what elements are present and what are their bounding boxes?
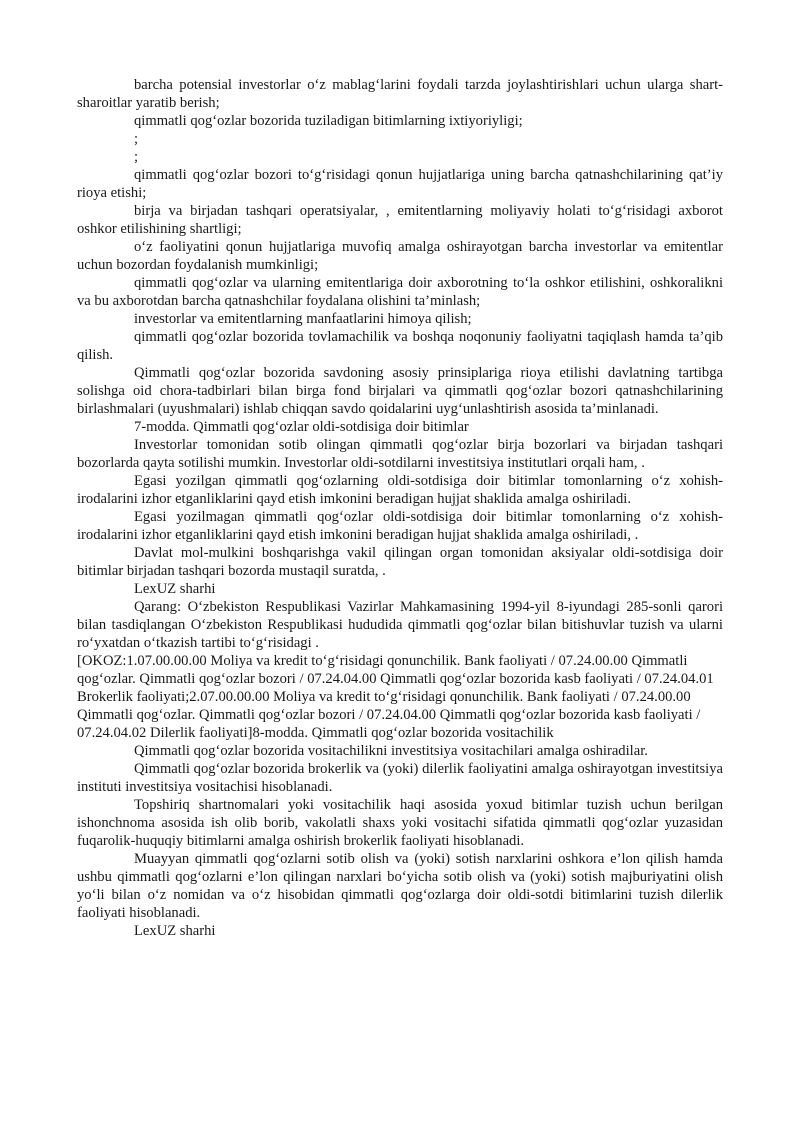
article-heading: 7-modda. Qimmatli qog‘ozlar oldi-sotdisiga doir bitimlar: [134, 419, 469, 435]
lexuz-commentary-label: LexUZ sharhi: [134, 581, 216, 597]
paragraph: birja va birjadan tashqari operatsiyalar, , emitentlarning moliyaviy holati to‘g‘risidagi axborot oshkor etilishining shartligi;: [77, 203, 723, 237]
paragraph: qimmatli qog‘ozlar va ularning emitentlariga doir axborotning to‘la oshkor etilishini, oshkoralikni va bu axborotdan barcha qatnashchilar foydalana olishini ta’minlash;: [77, 275, 723, 309]
lexuz-commentary-label: LexUZ sharhi: [134, 923, 216, 939]
document-page: [77, 76, 723, 940]
paragraph: Qimmatli qog‘ozlar bozorida savdoning asosiy prinsiplariga rioya etilishi davlatning tartibga solishga oid chora-tadbirlari bilan birga fond birjalari va qimmatli qog‘ozlar bozori qatnashchilarining birlashmalari (uyushmalari) ishlab chiqqan savdo qoidalarini uyg‘unlashtirish asosida ta’minlanadi.: [77, 365, 723, 417]
paragraph: Qarang: O‘zbekiston Respublikasi Vazirlar Mahkamasining 1994-yil 8-iyundagi 285-sonli qarori bilan tasdiqlangan O‘zbekiston Respublikasi hududida qimmatli qog‘ozlar bilan bitishuvlar tuzish va ularni ro‘yxatdan o‘tkazish tartibi to‘g‘risidagi .: [77, 599, 723, 651]
paragraph: Egasi yozilmagan qimmatli qog‘ozlar oldi-sotdisiga doir bitimlar tomonlarning o‘z xohish-irodalarini izhor etganliklarini qayd etish imkonini beradigan hujjat shaklida amalga oshiriladi, .: [77, 509, 723, 543]
paragraph: barcha potensial investorlar o‘z mablag‘larini foydali tarzda joylashtirishlari uchun ularga shart-sharoitlar yaratib berish;: [77, 77, 723, 111]
paragraph: Davlat mol-mulkini boshqarishga vakil qilingan organ tomonidan aksiyalar oldi-sotdisiga doir bitimlar birjadan tashqari bozorda mustaqil suratda, .: [77, 545, 723, 579]
paragraph: investorlar va emitentlarning manfaatlarini himoya qilish;: [134, 311, 472, 327]
paragraph: Qimmatli qog‘ozlar bozorida vositachilikni investitsiya vositachilari amalga oshiradilar.: [134, 743, 648, 759]
paragraph: Muayyan qimmatli qog‘ozlarni sotib olish va (yoki) sotish narxlarini oshkora e’lon qilish hamda ushbu qimmatli qog‘ozlarni e’lon qilingan narxlari bo‘yicha sotib olish va (yoki) sotish majburiyatini olish yo‘li bilan o‘z nomidan va o‘z hisobidan qimmatli qog‘ozlarga doir oldi-sotdi bitimlarini tuzish dilerlik faoliyati hisoblanadi.: [77, 851, 723, 921]
paragraph: Qimmatli qog‘ozlar bozorida brokerlik va (yoki) dilerlik faoliyatini amalga oshirayotgan investitsiya instituti investitsiya vositachisi hisoblanadi.: [77, 761, 723, 795]
paragraph: ;: [134, 149, 139, 165]
paragraph: qimmatli qog‘ozlar bozorida tovlamachilik va boshqa noqonuniy faoliyatni taqiqlash hamda ta’qib qilish.: [77, 329, 723, 363]
paragraph: Topshiriq shartnomalari yoki vositachilik haqi asosida yoxud bitimlar tuzish uchun berilgan ishonchnoma asosida ish olib borib, vakolatli shaxs yoki vositachi sifatida qimmatli qog‘ozlar yuzasidan fuqarolik-huquqiy bitimlarni amalga oshirish brokerlik faoliyati hisoblanadi.: [77, 797, 723, 849]
paragraph: qimmatli qog‘ozlar bozorida tuziladigan bitimlarning ixtiyoriyligi;: [134, 113, 523, 129]
paragraph: Egasi yozilgan qimmatli qog‘ozlarning oldi-sotdisiga doir bitimlar tomonlarning o‘z xohish-irodalarini izhor etganliklarini qayd etish imkonini beradigan hujjat shaklida amalga oshiriladi.: [77, 473, 723, 507]
paragraph: Investorlar tomonidan sotib olingan qimmatli qog‘ozlar birja bozorlari va birjadan tashqari bozorlarda qayta sotilishi mumkin. Investorlar oldi-sotdilarni investitsiya institutlari orqali ham, .: [77, 437, 723, 471]
paragraph: ;: [134, 131, 139, 147]
classification-note: [OKOZ:1.07.00.00.00 Moliya va kredit to‘g‘risidagi qonunchilik. Bank faoliyati / 07.24.00.00 Qimmatli qog‘ozlar. Qimmatli qog‘ozlar bozori / 07.24.04.00 Qimmatli qog‘ozlar bozorida kasb faoliyati / 07.24.04.01 Brokerlik faoliyati;2.07.00.00.00 Moliya va kredit to‘g‘risidagi qonunchilik. Bank faoliyati / 07.24.00.00 Qimmatli qog‘ozlar. Qimmatli qog‘ozlar bozori / 07.24.04.00 Qimmatli qog‘ozlar bozorida kasb faoliyati / 07.24.04.02 Dilerlik faoliyati]8-modda. Qimmatli qog‘ozlar bozorida vositachilik: [77, 653, 714, 741]
paragraph: o‘z faoliyatini qonun hujjatlariga muvofiq amalga oshirayotgan barcha investorlar va emitentlar uchun bozordan foydalanish mumkinligi;: [77, 239, 723, 273]
paragraph: qimmatli qog‘ozlar bozori to‘g‘risidagi qonun hujjatlariga uning barcha qatnashchilarining qat’iy rioya etishi;: [77, 167, 723, 201]
